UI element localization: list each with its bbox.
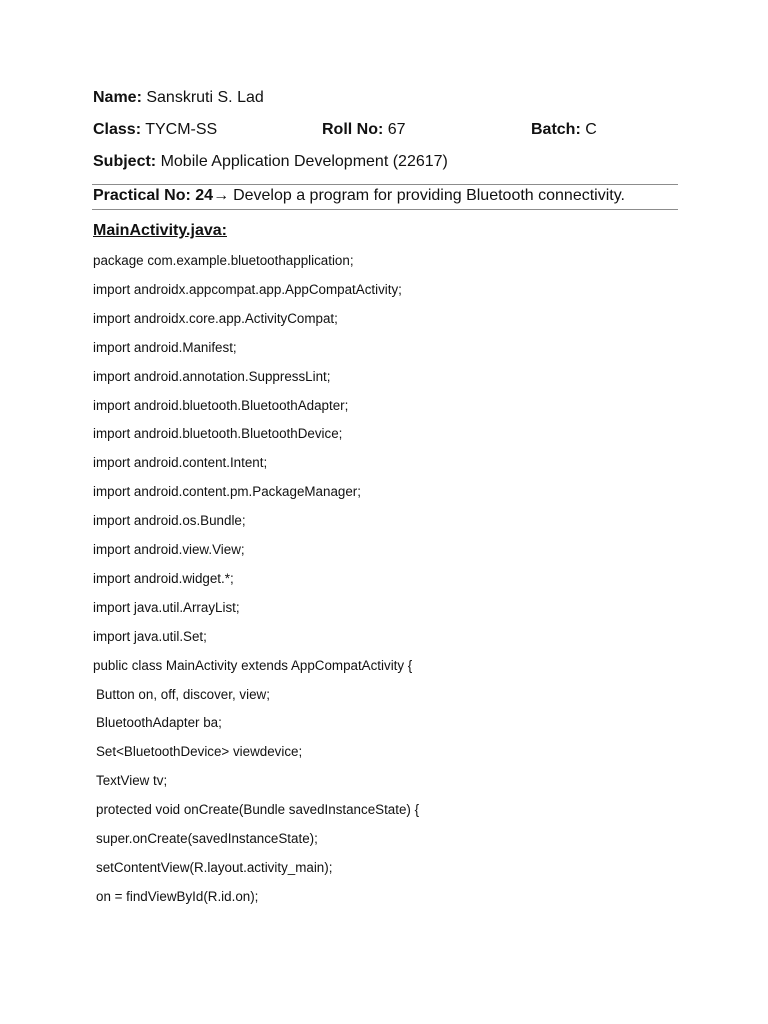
class-value: TYCM-SS bbox=[145, 121, 218, 138]
arrow-right-icon: → bbox=[213, 187, 230, 204]
code-line: on = findViewById(R.id.on); bbox=[96, 888, 259, 904]
roll-label: Roll No: bbox=[322, 121, 384, 138]
code-line: import androidx.appcompat.app.AppCompatActivity; bbox=[93, 281, 402, 297]
code-line: import android.content.pm.PackageManager; bbox=[93, 484, 361, 500]
file-heading: MainActivity.java: bbox=[93, 222, 227, 239]
code-line: super.onCreate(savedInstanceState); bbox=[96, 831, 318, 846]
subject-value: Mobile Application Development (22617) bbox=[160, 153, 448, 170]
practical-title-line bbox=[93, 186, 625, 206]
code-line: TextView tv; bbox=[96, 773, 168, 789]
code-line: import java.util.Set; bbox=[93, 628, 207, 644]
code-line: Set<BluetoothDevice> viewdevice; bbox=[96, 744, 303, 760]
batch-label: Batch: bbox=[531, 121, 581, 138]
code-line: import java.util.ArrayList; bbox=[93, 599, 240, 615]
roll-info bbox=[322, 120, 406, 140]
divider-top bbox=[92, 184, 678, 185]
name-label: Name: bbox=[93, 89, 142, 106]
class-info bbox=[93, 120, 217, 140]
code-line: import android.bluetooth.BluetoothDevice; bbox=[93, 426, 343, 442]
class-label: Class: bbox=[93, 121, 142, 138]
name-value: Sanskruti S. Lad bbox=[146, 89, 264, 106]
code-line: import android.os.Bundle; bbox=[93, 513, 246, 529]
practical-label: Practical No: 24 bbox=[93, 187, 214, 204]
roll-value: 67 bbox=[387, 121, 406, 138]
code-line: setContentView(R.layout.activity_main); bbox=[96, 859, 333, 875]
subject-line bbox=[93, 152, 448, 172]
code-line: import androidx.core.app.ActivityCompat; bbox=[93, 310, 338, 326]
code-line: import android.view.View; bbox=[93, 542, 245, 557]
code-line: import android.bluetooth.BluetoothAdapter; bbox=[93, 397, 349, 413]
code-line: import android.annotation.SuppressLint; bbox=[93, 368, 331, 384]
code-line: import android.widget.*; bbox=[93, 570, 234, 586]
code-line: public class MainActivity extends AppCompatActivity { bbox=[93, 657, 413, 673]
code-line: import android.content.Intent; bbox=[93, 455, 268, 471]
batch-info bbox=[531, 120, 597, 140]
code-line: package com.example.bluetoothapplication; bbox=[93, 253, 354, 268]
code-line: Button on, off, discover, view; bbox=[96, 686, 270, 702]
code-line: BluetoothAdapter ba; bbox=[96, 715, 222, 731]
code-line: import android.Manifest; bbox=[93, 339, 237, 355]
practical-title: Develop a program for providing Bluetooth connectivity. bbox=[233, 187, 625, 204]
divider-bottom bbox=[92, 209, 678, 210]
code-line: protected void onCreate(Bundle savedInstanceState) { bbox=[96, 802, 420, 818]
subject-label: Subject: bbox=[93, 153, 157, 170]
student-name-line bbox=[93, 88, 264, 108]
batch-value: C bbox=[585, 121, 597, 138]
